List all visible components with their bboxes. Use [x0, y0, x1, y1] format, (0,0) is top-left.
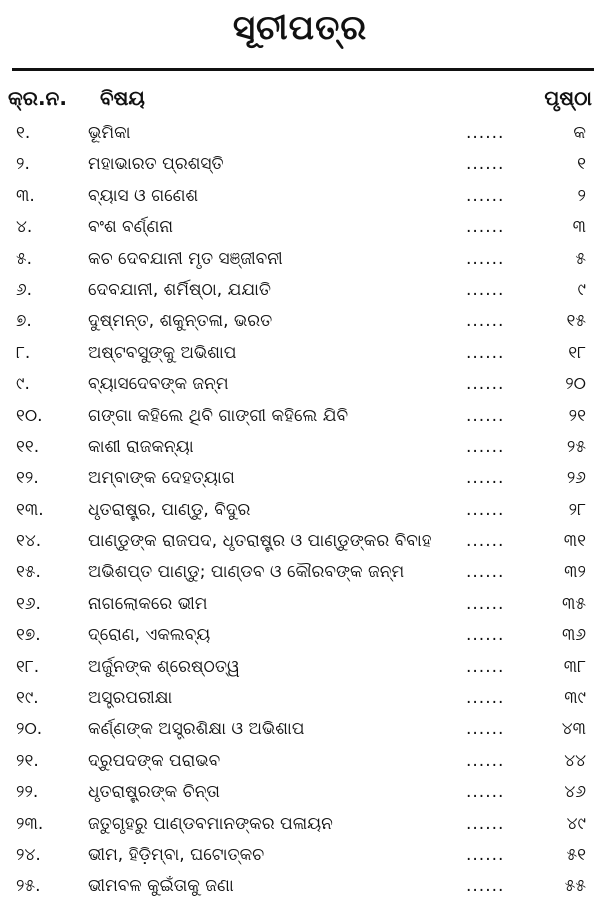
toc-row [0, 652, 600, 683]
entry-number: ୧୧. [16, 436, 40, 457]
toc-row [0, 118, 600, 149]
entry-subject: କର୍ଣ୍ଣଙ୍କ ଅସ୍ତ୍ରଶିକ୍ଷା ଓ ଅଭିଶାପ [88, 719, 305, 740]
toc-row [0, 714, 600, 745]
entry-page: ୨୬ [566, 468, 586, 489]
entry-number: ୨୩. [16, 813, 44, 834]
entry-page: ୫୧ [566, 844, 586, 865]
toc-row [0, 275, 600, 306]
entry-number: ୪. [16, 217, 33, 238]
entry-leader-dots: ...... [466, 405, 505, 426]
entry-page: କ [573, 123, 586, 143]
entry-leader-dots: ...... [466, 750, 505, 771]
entry-number: ୮. [16, 342, 31, 363]
toc-row [0, 401, 600, 432]
entry-subject: ଦୁଷ୍ମନ୍ତ, ଶକୁନ୍ତଳା, ଭରତ [88, 311, 273, 332]
entry-subject: ଦେବଯାନୀ, ଶର୍ମିଷ୍ଠା, ଯଯାତି [88, 279, 272, 300]
entry-subject: ବଂଶ ବର୍ଣ୍ଣନା [88, 217, 173, 238]
entry-page: ୨୫ [566, 436, 586, 457]
toc-row [0, 244, 600, 275]
header-subject: ବିଷୟ [100, 86, 145, 110]
entry-page: ୪୯ [566, 813, 586, 834]
entry-subject: ଅଷ୍ଟବସୁଙ୍କୁ ଅଭିଶାପ [88, 342, 237, 363]
entry-subject: ଜତୁଗୃହରୁ ପାଣ୍ଡବମାନଙ୍କର ପଳାୟନ [88, 813, 333, 834]
entry-leader-dots: ...... [466, 499, 505, 520]
page-title: ସୂଚୀପତ୍ର [232, 8, 368, 48]
entry-leader-dots: ...... [466, 593, 505, 614]
entry-page: ୩ [572, 217, 586, 238]
entry-subject: ବ୍ୟାସ ଓ ଗଣେଶ [88, 185, 199, 206]
toc-row [0, 809, 600, 840]
entry-page: ୩୯ [564, 688, 586, 709]
entry-page: ୫୫ [564, 876, 586, 897]
entry-page: ୩୮ [563, 656, 586, 677]
entry-subject: ଦ୍ରୋଣ, ଏକଲବ୍ୟ [88, 625, 211, 646]
entry-page: ୨ [577, 185, 586, 206]
entry-leader-dots: ...... [466, 688, 505, 709]
entry-subject: ପାଣ୍ଡୁଙ୍କ ରାଜପଦ, ଧୃତରାଷ୍ଟ୍ର ଓ ପାଣ୍ଡୁଙ୍କର ବିବାହ [88, 531, 432, 552]
entry-number: ୧୭. [16, 625, 41, 646]
entry-leader-dots: ...... [466, 154, 505, 175]
entry-page: ୩୧ [563, 531, 586, 552]
entry-page: ୪୬ [564, 782, 586, 803]
entry-leader-dots: ...... [466, 531, 505, 552]
toc-row [0, 495, 600, 526]
entry-number: ୨୨. [16, 782, 39, 803]
entry-number: ୧୦. [16, 405, 43, 426]
entry-leader-dots: ...... [466, 217, 505, 238]
entry-subject: ଭୀମ, ହିଡ଼ିମ୍ବା, ଘଟୋତ୍କଚ [88, 844, 265, 865]
entry-page: ୯ [577, 279, 586, 300]
toc-header [0, 82, 600, 116]
entry-page: ୩୬ [561, 625, 586, 646]
entry-number: ୨୪. [16, 844, 41, 865]
entry-leader-dots: ...... [466, 374, 505, 395]
toc-row [0, 871, 600, 902]
entry-leader-dots: ...... [466, 468, 505, 489]
entry-number: ୧୮. [16, 656, 40, 677]
entry-page: ୫ [575, 248, 586, 269]
entry-leader-dots: ...... [466, 782, 505, 803]
entry-number: ୧୨. [16, 468, 39, 489]
entry-page: ୨୧ [568, 405, 586, 426]
entry-number: ୧୩. [16, 499, 44, 520]
entry-number: ୧. [16, 123, 31, 143]
entry-subject: ଗଙ୍ଗା କହିଲେ ଥିବି ଗାଙ୍ଗୀ କହିଲେ ଯିବି [88, 405, 349, 426]
entry-subject: ମହାଭାରତ ପ୍ରଶସ୍ତି [88, 154, 224, 175]
entry-leader-dots: ...... [466, 844, 505, 865]
toc-row [0, 306, 600, 337]
entry-leader-dots: ...... [466, 562, 505, 583]
header-page: ପୃଷ୍ଠା [544, 86, 592, 110]
toc-row [0, 181, 600, 212]
header-serial-number: କ୍ର.ନ. [8, 86, 67, 110]
entry-subject: ଦ୍ରୁପଦଙ୍କ ପରାଭବ [88, 750, 221, 771]
entry-page: ୨୮ [568, 499, 586, 520]
toc-row [0, 369, 600, 400]
toc-row [0, 432, 600, 463]
toc-row [0, 338, 600, 369]
entry-number: ୭. [16, 311, 32, 332]
entry-subject: ଧୃତରାଷ୍ଟ୍ର, ପାଣ୍ଡୁ, ବିଦୁର [88, 499, 251, 520]
entry-number: ୯. [16, 374, 30, 395]
entry-leader-dots: ...... [466, 876, 505, 897]
entry-subject: ନାଗଲୋକରେ ଭୀମ [88, 593, 208, 614]
entry-page: ୩୨ [564, 562, 586, 583]
entry-page: ୧୫ [566, 311, 586, 332]
toc-row [0, 840, 600, 871]
toc-list [0, 118, 600, 903]
entry-page: ୧ [577, 154, 586, 175]
entry-subject: ଭୂମିକା [88, 123, 131, 143]
entry-page: ୩୫ [562, 593, 586, 614]
entry-leader-dots: ...... [466, 436, 505, 457]
entry-page: ୨୦ [565, 374, 586, 395]
entry-number: ୨୧. [16, 750, 39, 771]
entry-number: ୧୯. [16, 688, 39, 709]
entry-leader-dots: ...... [466, 813, 505, 834]
title-underline [12, 68, 594, 71]
entry-leader-dots: ...... [466, 279, 505, 300]
entry-leader-dots: ...... [466, 342, 505, 363]
entry-number: ୧୪. [16, 531, 42, 552]
entry-subject: କାଶୀ ରାଜକନ୍ୟା [88, 436, 194, 457]
entry-page: ୪୪ [564, 750, 586, 771]
entry-subject: ଅସ୍ତ୍ରପରୀକ୍ଷା [88, 688, 173, 709]
entry-subject: ଅଭିଶପ୍ତ ପାଣ୍ଡୁ; ପାଣ୍ଡବ ଓ କୌରବଙ୍କ ଜନ୍ମ [88, 562, 405, 583]
entry-number: ୩. [16, 185, 35, 206]
toc-row [0, 212, 600, 243]
entry-subject: ଅର୍ଜୁନଙ୍କ ଶ୍ରେଷ୍ଠତ୍ୱ [88, 656, 240, 677]
entry-subject: ଧୃତରାଷ୍ଟ୍ରଙ୍କ ଚିନ୍ତା [88, 782, 220, 803]
entry-number: ୧୬. [16, 593, 41, 614]
entry-leader-dots: ...... [466, 656, 505, 677]
toc-row [0, 149, 600, 180]
entry-leader-dots: ...... [466, 719, 505, 740]
entry-subject: ବ୍ୟାସଦେବଙ୍କ ଜନ୍ମ [88, 374, 229, 395]
entry-subject: କଚ ଦେବଯାନୀ ମୃତ ସଞ୍ଜୀବନୀ [88, 248, 283, 269]
entry-number: ୨. [16, 154, 30, 175]
entry-subject: ଭୀମବଳ କୁଇଁତାକୁ ଜଣା [88, 876, 234, 897]
entry-page: ୪୩ [561, 719, 586, 740]
entry-leader-dots: ...... [466, 311, 505, 332]
entry-number: ୫. [16, 248, 33, 269]
entry-number: ୧୫. [16, 562, 41, 583]
toc-row [0, 620, 600, 651]
entry-leader-dots: ...... [466, 248, 505, 269]
toc-row [0, 526, 600, 557]
entry-number: ୬. [16, 279, 33, 300]
entry-leader-dots: ...... [466, 123, 505, 143]
toc-row [0, 463, 600, 494]
toc-row [0, 589, 600, 620]
toc-row [0, 557, 600, 588]
toc-row [0, 777, 600, 808]
entry-leader-dots: ...... [466, 185, 505, 206]
entry-subject: ଅମ୍ବାଙ୍କ ଦେହତ୍ୟାଗ [88, 468, 235, 489]
entry-number: ୨୫. [16, 876, 41, 897]
entry-page: ୧୮ [568, 342, 586, 363]
entry-number: ୨୦. [16, 719, 43, 740]
toc-row [0, 746, 600, 777]
toc-row [0, 683, 600, 714]
entry-leader-dots: ...... [466, 625, 505, 646]
